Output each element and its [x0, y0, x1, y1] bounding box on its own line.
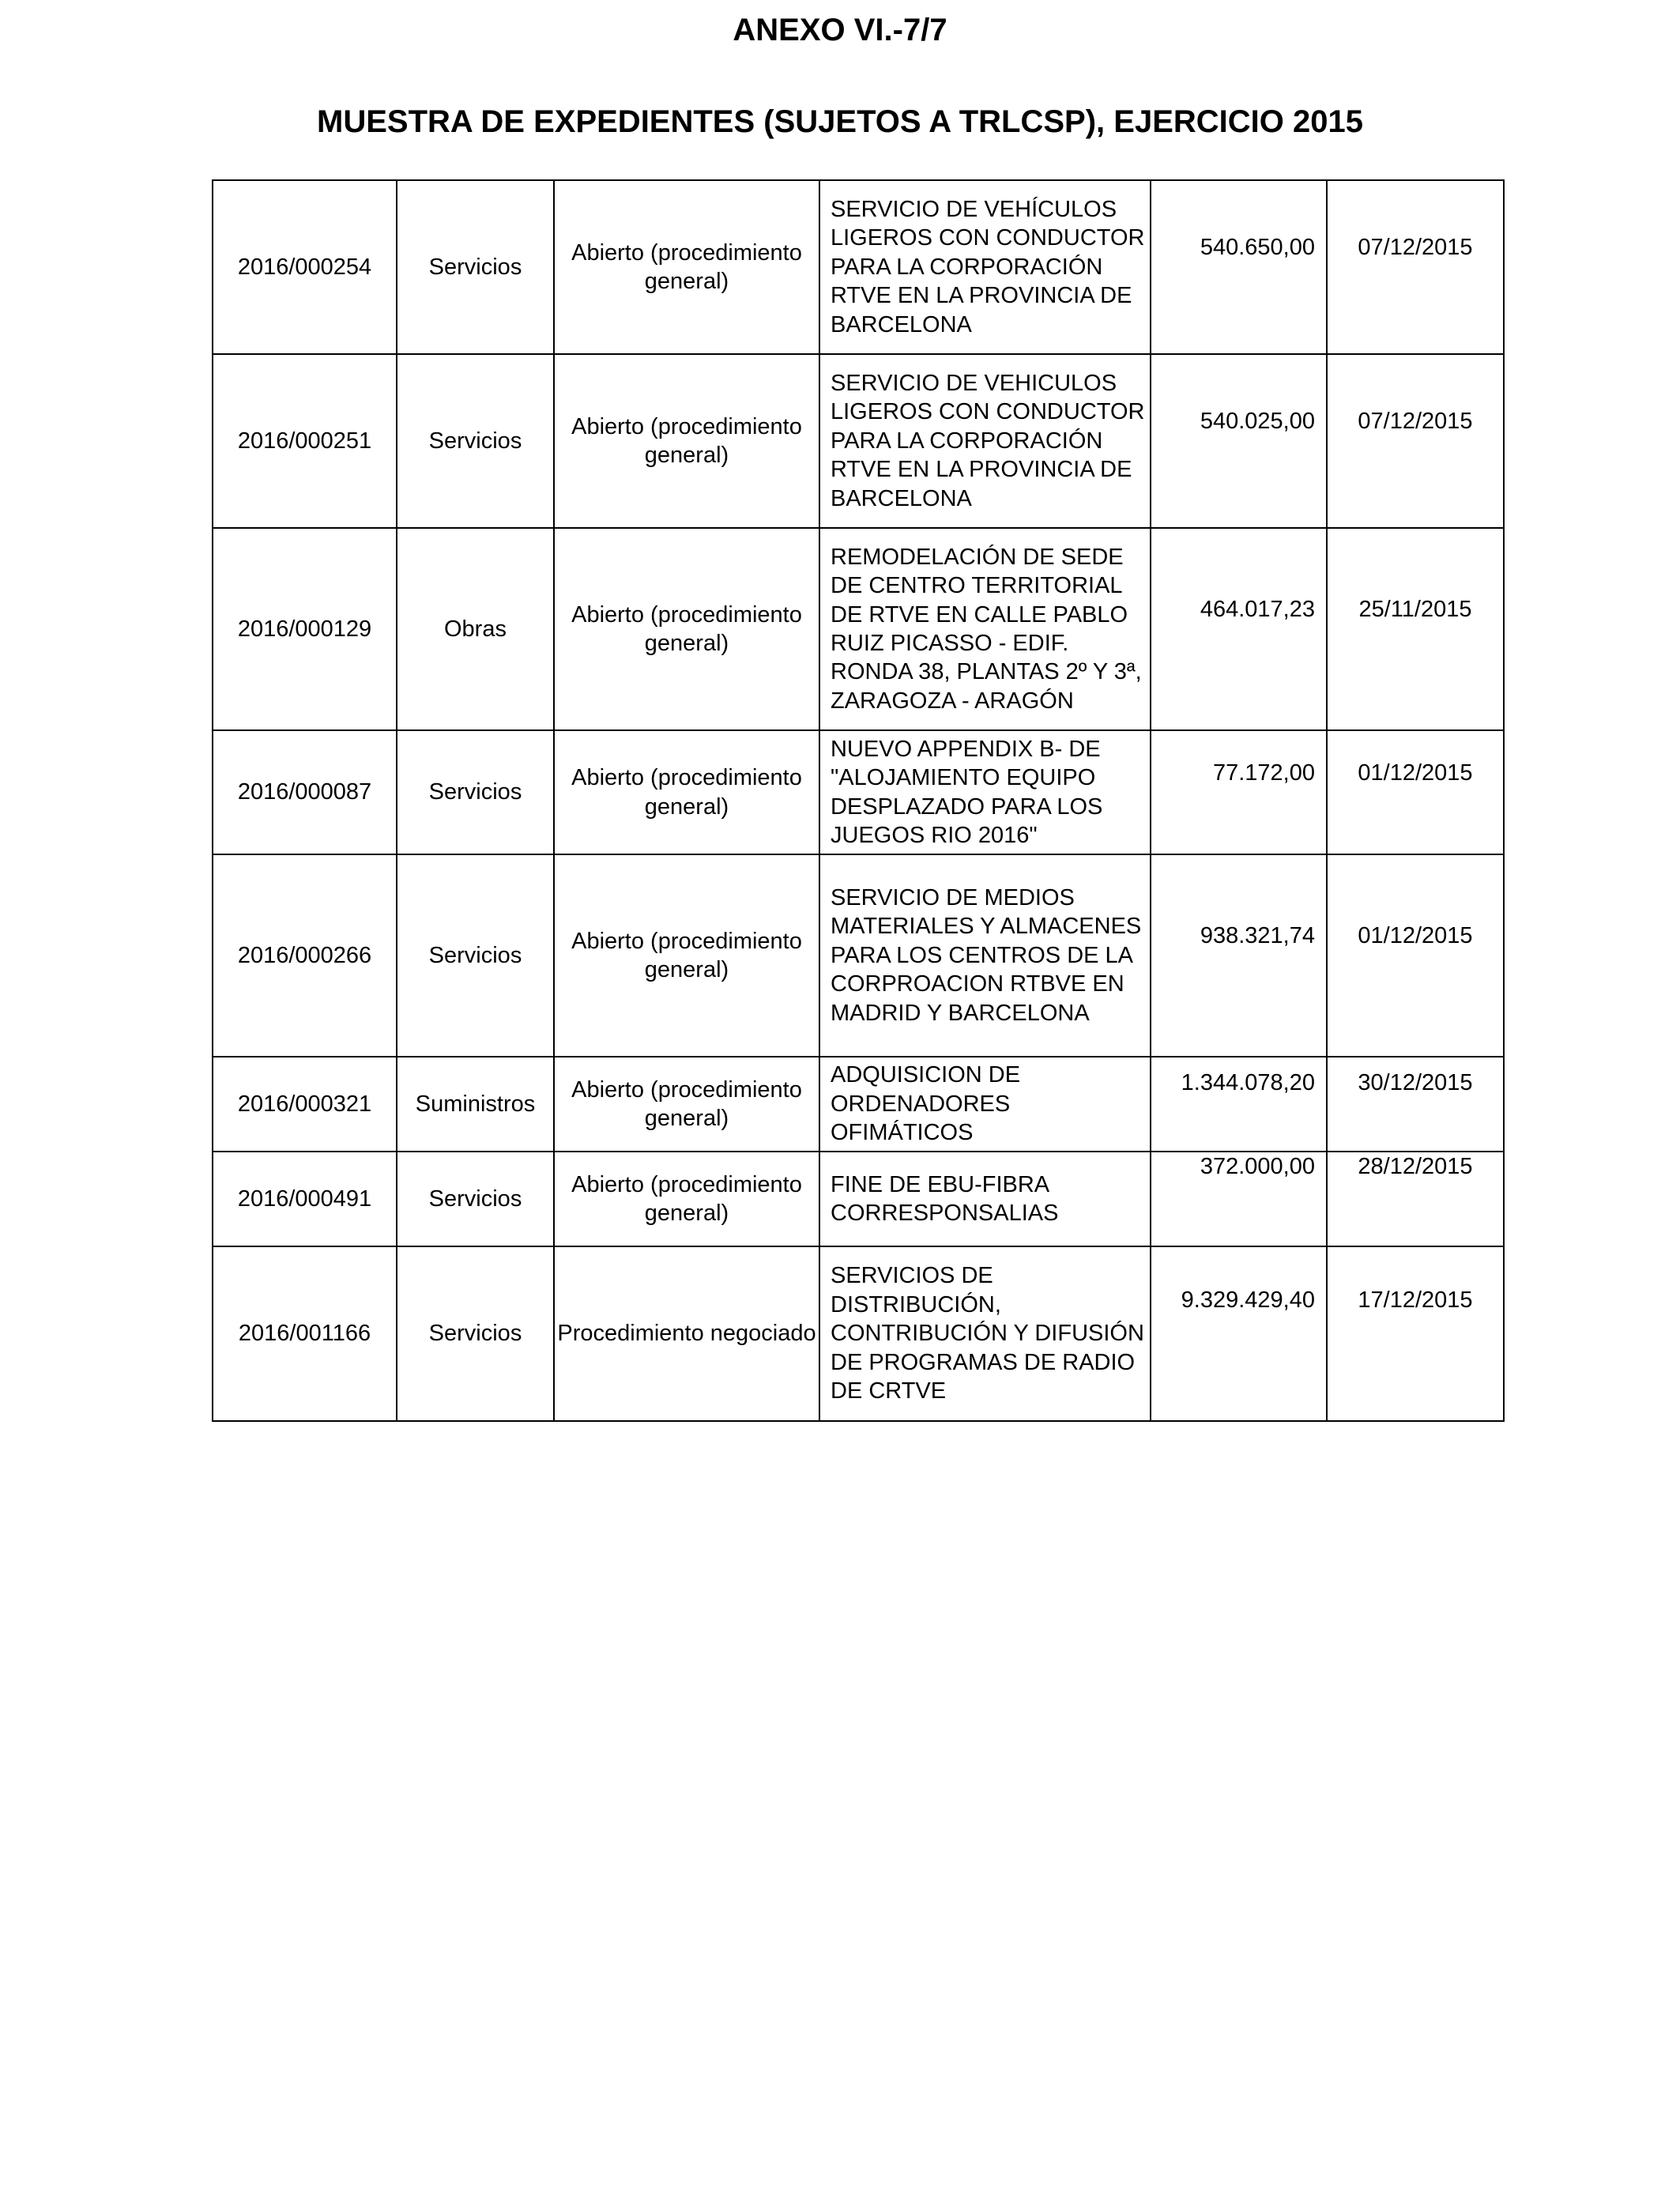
object-cell: FINE DE EBU-FIBRA CORRESPONSALIAS: [819, 1152, 1151, 1246]
amount-cell: [1151, 1246, 1327, 1421]
contract-type-cell: Servicios: [397, 180, 554, 354]
amount-value: 372.000,00: [1200, 1154, 1315, 1179]
amount-cell: [1151, 1152, 1327, 1246]
procedure-cell: Abierto (procedimiento general): [554, 1057, 819, 1152]
table-row: [213, 1057, 1504, 1152]
amount-cell: [1151, 180, 1327, 354]
date-cell: [1327, 1246, 1504, 1421]
amount-cell: [1151, 854, 1327, 1057]
expediente-number-cell: 2016/001166: [213, 1246, 397, 1421]
object-cell: SERVICIO DE VEHICULOS LIGEROS CON CONDUCTOR PARA LA CORPORACIÓN RTVE EN LA PROVINCIA DE BARCELONA: [819, 354, 1151, 528]
object-cell: REMODELACIÓN DE SEDE DE CENTRO TERRITORIAL DE RTVE EN CALLE PABLO RUIZ PICASSO - EDIF. RONDA 38, PLANTAS 2º Y 3ª, ZARAGOZA - ARAGÓN: [819, 528, 1151, 730]
contract-type-cell: Servicios: [397, 730, 554, 854]
amount-value: 540.650,00: [1200, 235, 1315, 260]
amount-cell: [1151, 730, 1327, 854]
object-cell: NUEVO APPENDIX B- DE "ALOJAMIENTO EQUIPO DESPLAZADO PARA LOS JUEGOS RIO 2016": [819, 730, 1151, 854]
date-value: 25/11/2015: [1358, 597, 1472, 622]
date-value: 28/12/2015: [1358, 1154, 1473, 1179]
date-cell: [1327, 528, 1504, 730]
contract-type-cell: Servicios: [397, 1246, 554, 1421]
contract-type-cell: Obras: [397, 528, 554, 730]
table-row: [213, 1246, 1504, 1421]
contract-type-cell: Servicios: [397, 1152, 554, 1246]
table-row: [213, 1152, 1504, 1246]
contract-type-cell: Servicios: [397, 854, 554, 1057]
table-row: [213, 180, 1504, 354]
expediente-number-cell: 2016/000129: [213, 528, 397, 730]
date-cell: [1327, 1152, 1504, 1246]
amount-cell: [1151, 1057, 1327, 1152]
table-row: [213, 854, 1504, 1057]
table-row: [213, 528, 1504, 730]
date-value: 01/12/2015: [1358, 923, 1473, 948]
procedure-cell: Abierto (procedimiento general): [554, 180, 819, 354]
expediente-number-cell: 2016/000254: [213, 180, 397, 354]
procedure-cell: Abierto (procedimiento general): [554, 528, 819, 730]
contract-type-cell: Servicios: [397, 354, 554, 528]
object-cell: SERVICIO DE MEDIOS MATERIALES Y ALMACENES PARA LOS CENTROS DE LA CORPROACION RTBVE EN MADRID Y BARCELONA: [819, 854, 1151, 1057]
date-cell: [1327, 1057, 1504, 1152]
amount-cell: [1151, 528, 1327, 730]
expediente-number-cell: 2016/000266: [213, 854, 397, 1057]
expediente-number-cell: 2016/000087: [213, 730, 397, 854]
object-cell: SERVICIOS DE DISTRIBUCIÓN, CONTRIBUCIÓN Y DIFUSIÓN DE PROGRAMAS DE RADIO DE CRTVE: [819, 1246, 1151, 1421]
date-value: 30/12/2015: [1358, 1070, 1473, 1095]
procedure-cell: Abierto (procedimiento general): [554, 1152, 819, 1246]
procedure-cell: Procedimiento negociado: [554, 1246, 819, 1421]
date-value: 07/12/2015: [1358, 409, 1473, 434]
procedure-cell: Abierto (procedimiento general): [554, 730, 819, 854]
table-row: [213, 354, 1504, 528]
annex-heading: ANEXO VI.-7/7: [733, 13, 947, 47]
contract-type-cell: Suministros: [397, 1057, 554, 1152]
date-value: 01/12/2015: [1358, 760, 1473, 786]
procedure-cell: Abierto (procedimiento general): [554, 854, 819, 1057]
date-cell: [1327, 854, 1504, 1057]
amount-value: 9.329.429,40: [1181, 1287, 1315, 1313]
date-value: 17/12/2015: [1358, 1287, 1473, 1313]
expediente-number-cell: 2016/000491: [213, 1152, 397, 1246]
amount-value: 464.017,23: [1200, 597, 1315, 622]
object-cell: SERVICIO DE VEHÍCULOS LIGEROS CON CONDUCTOR PARA LA CORPORACIÓN RTVE EN LA PROVINCIA DE BARCELONA: [819, 180, 1151, 354]
object-cell: ADQUISICION DE ORDENADORES OFIMÁTICOS: [819, 1057, 1151, 1152]
date-value: 07/12/2015: [1358, 235, 1473, 260]
page-title: MUESTRA DE EXPEDIENTES (SUJETOS A TRLCSP), EJERCICIO 2015: [317, 104, 1363, 139]
expediente-number-cell: 2016/000321: [213, 1057, 397, 1152]
date-cell: [1327, 730, 1504, 854]
amount-value: 540.025,00: [1200, 409, 1315, 434]
expediente-number-cell: 2016/000251: [213, 354, 397, 528]
table-row: [213, 730, 1504, 854]
procedure-cell: Abierto (procedimiento general): [554, 354, 819, 528]
amount-cell: [1151, 354, 1327, 528]
date-cell: [1327, 180, 1504, 354]
date-cell: [1327, 354, 1504, 528]
amount-value: 77.172,00: [1212, 760, 1315, 786]
amount-value: 1.344.078,20: [1181, 1070, 1315, 1095]
amount-value: 938.321,74: [1200, 923, 1315, 948]
expedientes-table: [212, 179, 1505, 1422]
